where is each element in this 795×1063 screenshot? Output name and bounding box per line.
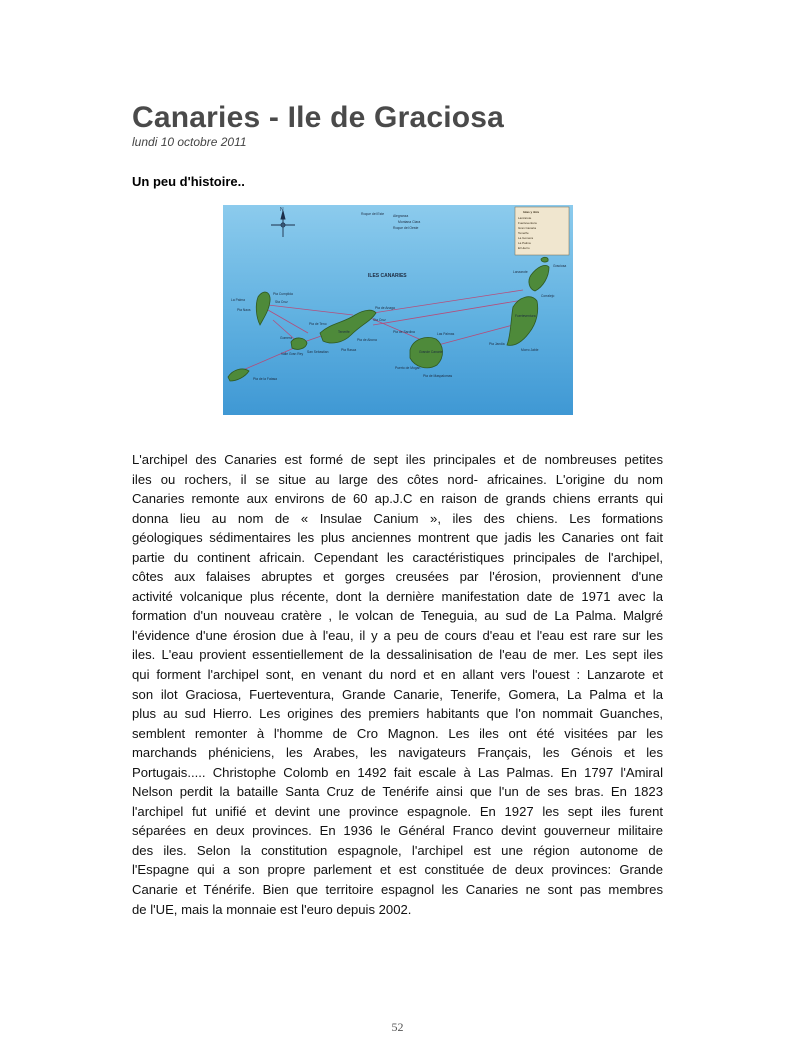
- place-label: Pta de Anaga: [375, 306, 395, 310]
- text-line: L'archipel des Canaries est formé de sept iles principales et de nombreuses petites: [132, 452, 663, 467]
- top-label: Montana Clara: [398, 220, 421, 224]
- text-line: l'archipel fut unifié et devint une province espagnole. En 1927 les sept iles furent: [132, 803, 663, 819]
- map-legend: [515, 207, 569, 255]
- text-line: Canaries remonte aux environs de 60 ap.J.C en raison de grands chiens errants qui: [132, 491, 663, 507]
- text-line: activité volcanique plus récente, dont la dernière manifestation date de 1971 avec la: [132, 588, 663, 604]
- text-line: des iles. Selon la constitution espagnole, l'archipel est une région autonome de: [132, 842, 663, 858]
- post-date: lundi 10 octobre 2011: [132, 135, 247, 149]
- place-label: La Palma: [231, 298, 245, 302]
- place-label: Pta de Teno: [309, 322, 327, 326]
- place-label: Grande Canarie: [419, 350, 443, 354]
- text-line: séparées en deux provinces. En 1936 le Général Franco devint gouverneur militaire: [132, 823, 663, 839]
- place-label: Lanzarote: [513, 270, 528, 274]
- top-label: Alegranza: [393, 214, 409, 218]
- legend-row: Lanzarote: [518, 216, 532, 220]
- place-label: San Sebastian: [307, 350, 329, 354]
- text-line: géologiques sédimentaires les plus anciennes montrent que jadis les Canaries ont fait: [132, 530, 663, 546]
- text-line: Nelson perdit la bataille Santa Cruz de Tenérife ainsi que l'un de ses bras. En 1823: [132, 784, 663, 800]
- legend-row: Gran Canaria: [518, 226, 537, 230]
- top-label: Roque del Este: [361, 212, 385, 216]
- text-line: formation d'un nouveau cratère , le volcan de Teneguia, au sud de La Palma. Malgré: [132, 608, 663, 624]
- text-line: l'Espagne qui a son propre parlement et est constituée de deux provinces: Grande: [132, 862, 663, 878]
- place-label: Pta Naos: [237, 308, 251, 312]
- place-label: Corralejo: [541, 294, 555, 298]
- place-label: Tenerife: [338, 330, 350, 334]
- place-label: Pta de Abona: [357, 338, 377, 342]
- text-line: Canarie et Ténérife. Bien que territoire espagnol les Canaries ne sont pas membres: [132, 882, 663, 898]
- page-title: Canaries - Ile de Graciosa: [132, 101, 505, 134]
- place-label: Pta Jandia: [489, 342, 505, 346]
- place-label: Pta Cumplida: [273, 292, 293, 296]
- place-label: Pta de la Fatasa: [253, 377, 278, 381]
- place-label: Pta de Sardina: [393, 330, 415, 334]
- legend-row: Tenerife: [518, 231, 529, 235]
- canary-islands-map-image: [223, 205, 573, 415]
- place-label: Puerto de Mogan: [395, 366, 421, 370]
- place-label: Morro Jable: [521, 348, 539, 352]
- legend-row: El Hierro: [518, 246, 530, 250]
- legend-row: Fuerteventura: [518, 221, 537, 225]
- text-line: iles. L'eau provient essentiellement de la dessalinisation de l'eau de mer. Les sept iles: [132, 647, 663, 663]
- text-line: plus au sud Hierro. Les origines des premiers habitants que l'on nommait Guanches,: [132, 706, 663, 722]
- top-label: Roque del Oeste: [393, 226, 419, 230]
- text-line-last: de l'UE, mais la monnaie est l'euro depuis 2002.: [132, 901, 412, 917]
- text-line: iles ou rochers, il se situe au large des côtes nord- africaines. L'origine du nom: [132, 471, 663, 487]
- text-line: l'évidence d'une érosion due à l'eau, il y a peu de cours d'eau et l'eau est rare sur les: [132, 627, 663, 643]
- text-line: son ilot Graciosa, Fuerteventura, Grande Canarie, Tenerife, Gomera, La Palma et la: [132, 686, 663, 702]
- text-line: qui forment l'archipel sont, en venant du nord et en allant vers l'ouest : Lanzarote et: [132, 667, 663, 683]
- place-label: Sta Cruz: [373, 318, 386, 322]
- place-label: Gomera: [280, 336, 292, 340]
- legend-title: Islas y ilots: [523, 210, 540, 214]
- place-label: Pta de Maspalomas: [423, 374, 453, 378]
- text-line: partie du continent africain. Cependant les caractéristiques principales de l'archipel,: [132, 549, 663, 565]
- text-line: côtes aux falaises abruptes et gorges creusées par l'érosion, proviennent d'une: [132, 569, 663, 585]
- place-label: Valle Gran Rey: [281, 352, 304, 356]
- text-line: donna lieu au nom de « Insulae Canium », iles des chiens. Les formations: [132, 510, 663, 526]
- graciosa-islet: [541, 257, 548, 262]
- section-subtitle: Un peu d'histoire..: [132, 174, 245, 189]
- text-line: Portugais..... Christophe Colomb en 1492 fait escale à Las Palmas. En 1797 l'Amiral: [132, 764, 663, 780]
- legend-row: La Gomera: [518, 236, 534, 240]
- text-line: semblent remonter à l'homme de Cro Magnon. Les iles ont été visitées par les: [132, 725, 663, 741]
- compass-letter: N: [280, 207, 284, 213]
- map-heading: ILES CANARIES: [368, 273, 407, 279]
- history-paragraph: [132, 450, 663, 919]
- place-label: Las Palmas: [437, 332, 455, 336]
- place-label: Pta Rasca: [341, 348, 357, 352]
- text-line: marchands phéniciens, les Arabes, les navigateurs Français, les Génois et les: [132, 745, 663, 761]
- place-label: Graciosa: [553, 264, 567, 268]
- page-number: 52: [391, 1020, 404, 1034]
- legend-row: La Palma: [518, 241, 531, 245]
- place-label: Fuerteventura: [515, 314, 536, 318]
- place-label: Sta Cruz: [275, 300, 288, 304]
